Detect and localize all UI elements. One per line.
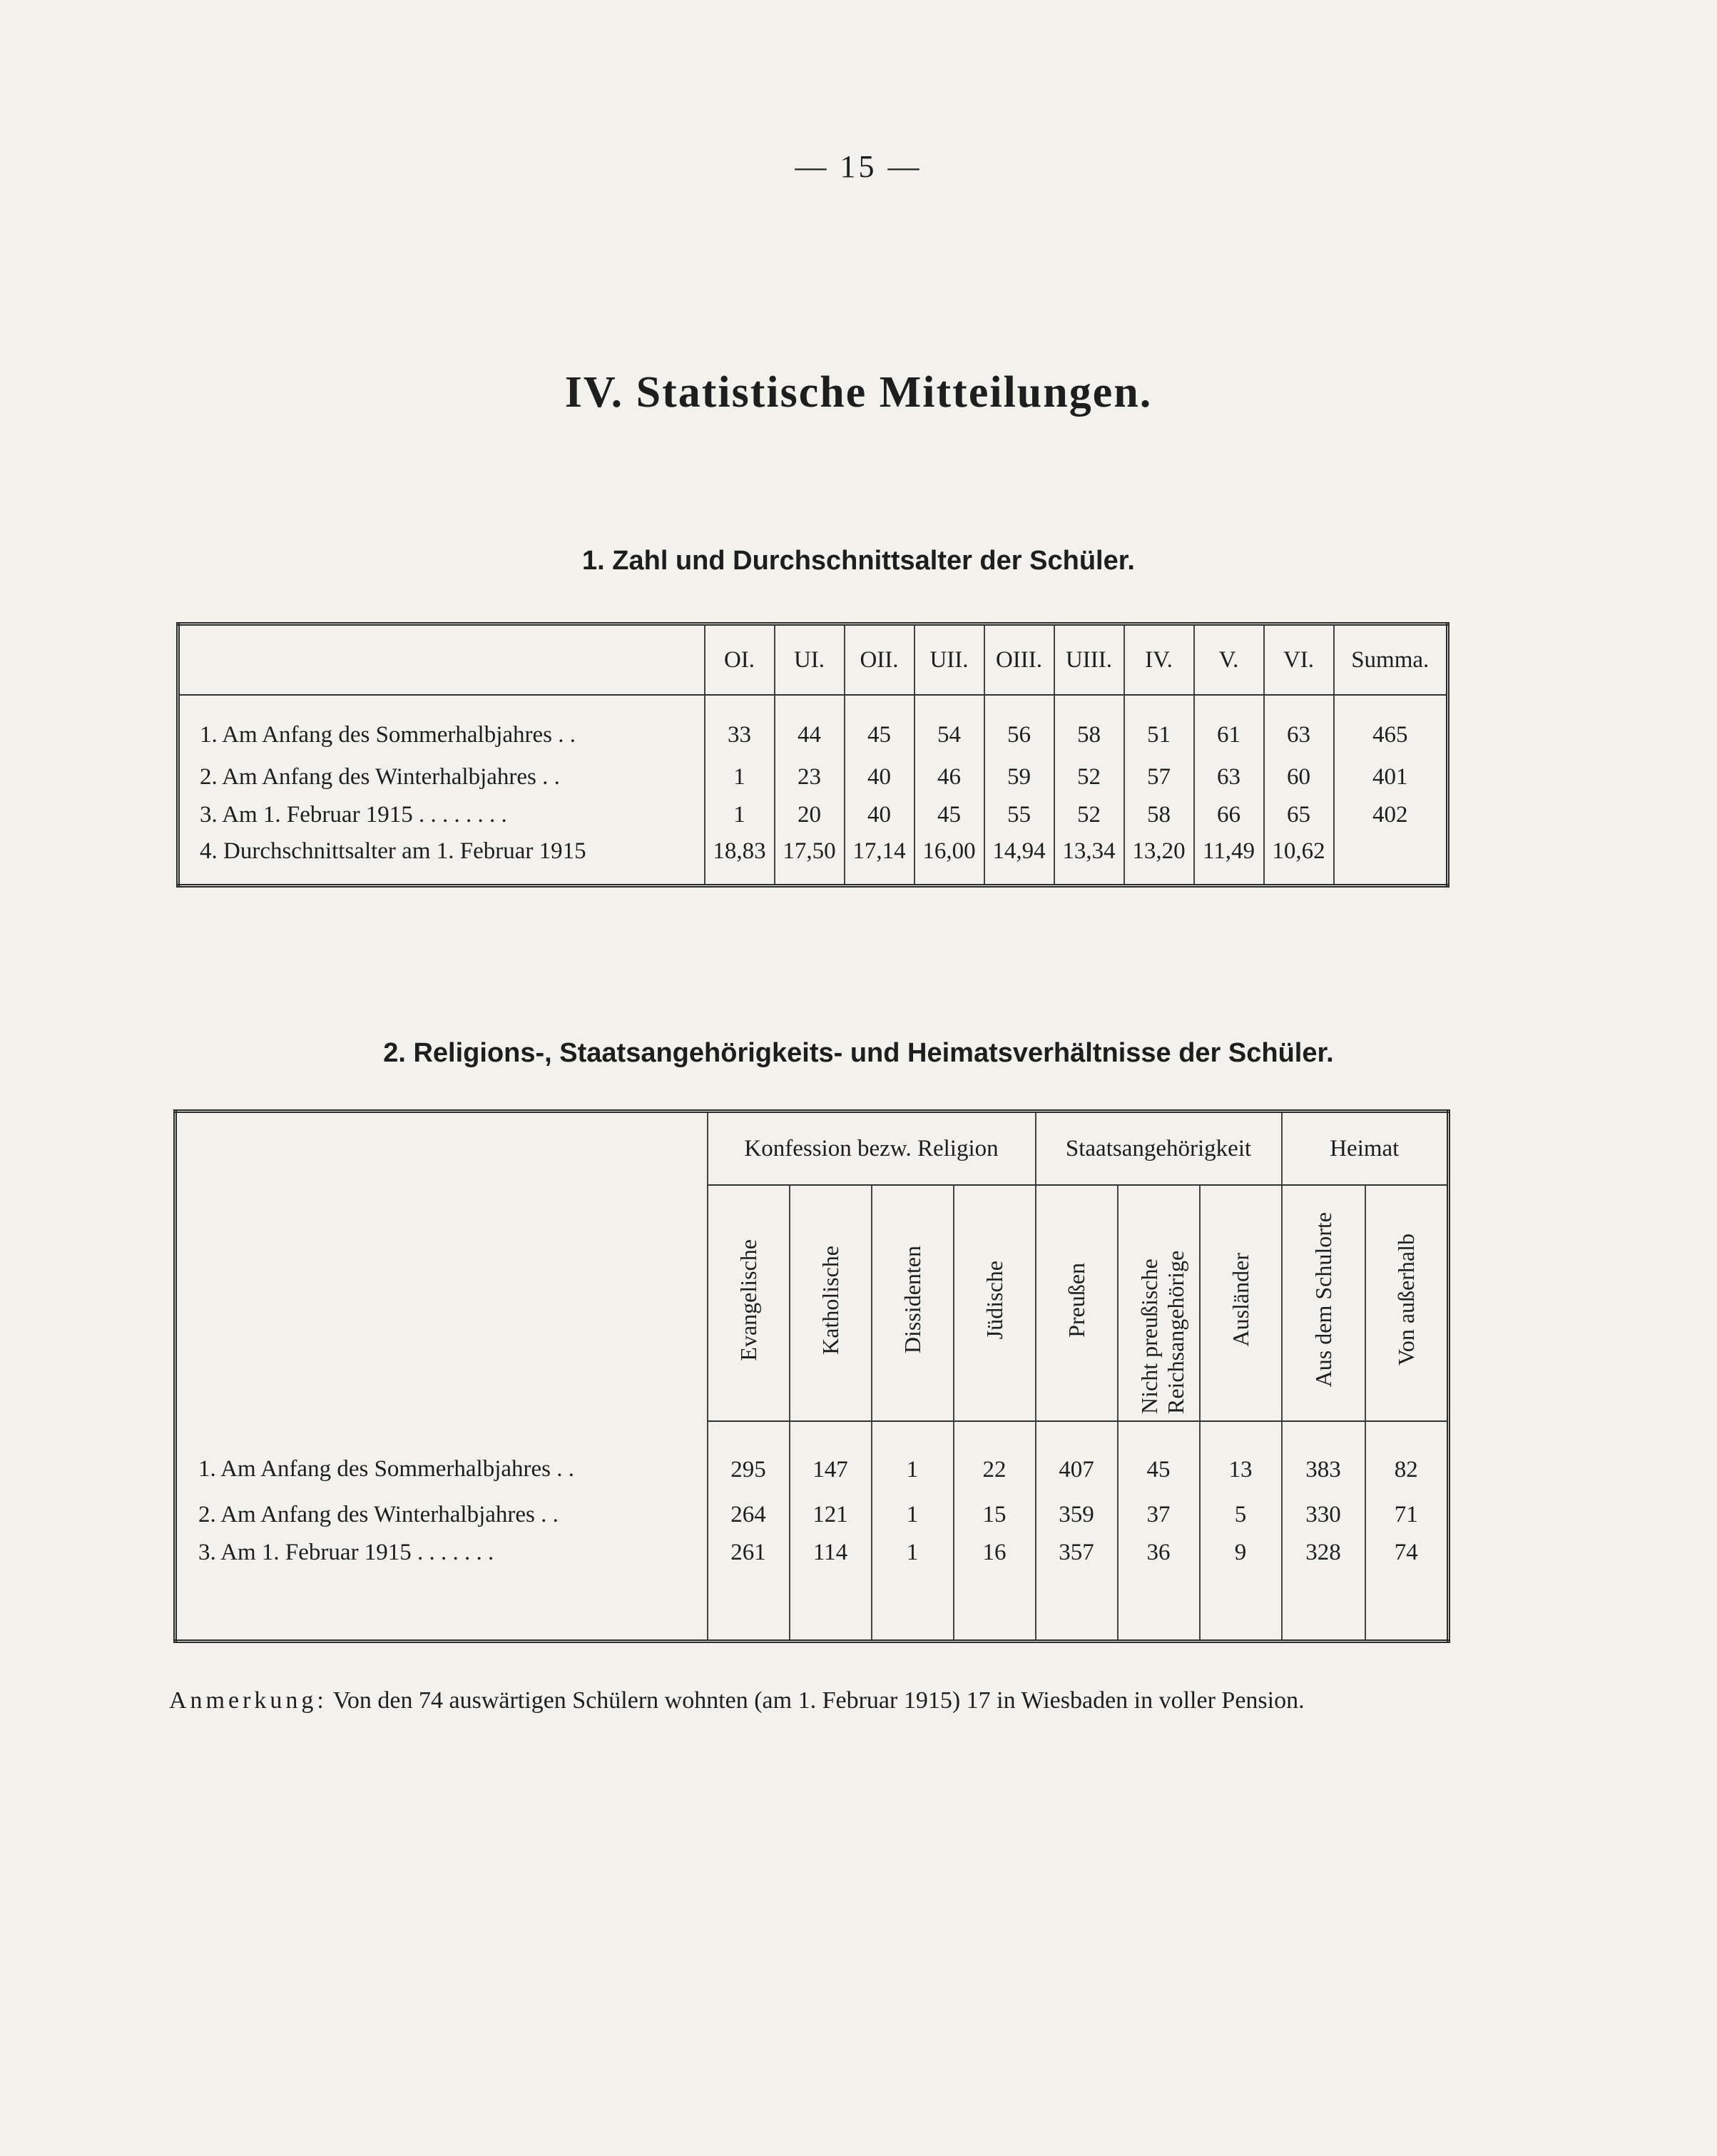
column-header-label: Katholische bbox=[817, 1245, 843, 1355]
row-label: 1. Am Anfang des Sommerhalbjahres . . bbox=[200, 721, 576, 748]
student-count-table bbox=[176, 622, 1449, 888]
table-cell: 61 bbox=[1194, 695, 1264, 758]
table-cell-summa: 402 bbox=[1334, 796, 1448, 834]
column-header-label: Von außerhalb bbox=[1392, 1234, 1419, 1366]
column-header: V. bbox=[1194, 624, 1264, 696]
row-label: 2. Am Anfang des Winterhalbjahres . . bbox=[198, 1502, 559, 1527]
table-cell-summa: 401 bbox=[1334, 758, 1448, 796]
column-header bbox=[1282, 1185, 1365, 1421]
group-header-row bbox=[175, 1112, 1449, 1186]
table-header-row bbox=[178, 624, 1448, 696]
table-cell: 58 bbox=[1054, 695, 1124, 758]
table-row bbox=[175, 1421, 1449, 1496]
table-row bbox=[178, 758, 1448, 796]
column-header: OI. bbox=[705, 624, 775, 696]
table-cell: 52 bbox=[1054, 758, 1124, 796]
column-header-label: Nicht preußische Reichsangehörige bbox=[1136, 1250, 1188, 1414]
column-header-label: Dissidenten bbox=[899, 1246, 925, 1354]
table-cell: 36 bbox=[1118, 1534, 1200, 1572]
column-header: OIII. bbox=[984, 624, 1054, 696]
footnote-label: Anmerkung: bbox=[169, 1687, 327, 1714]
column-header-summa: Summa. bbox=[1334, 624, 1448, 696]
table-cell: 16,00 bbox=[914, 834, 984, 886]
table-cell: 82 bbox=[1365, 1421, 1449, 1496]
spacer-cell bbox=[1118, 1572, 1200, 1642]
table-row bbox=[178, 834, 1448, 886]
table-cell: 57 bbox=[1124, 758, 1194, 796]
row-label: 3. Am 1. Februar 1915 . . . . . . . bbox=[198, 1540, 494, 1565]
column-header bbox=[1200, 1185, 1282, 1421]
group-header-staatsangehoerigkeit: Staatsangehörigkeit bbox=[1036, 1112, 1282, 1186]
table-cell: 14,94 bbox=[984, 834, 1054, 886]
spacer-cell bbox=[175, 1572, 708, 1642]
table-cell: 328 bbox=[1282, 1534, 1365, 1572]
table-cell: 59 bbox=[984, 758, 1054, 796]
table-cell: 114 bbox=[790, 1534, 872, 1572]
table-row bbox=[178, 796, 1448, 834]
table-cell: 147 bbox=[790, 1421, 872, 1496]
footnote bbox=[169, 1685, 1446, 1717]
spacer-cell bbox=[708, 1572, 790, 1642]
column-header-label: Aus dem Schulorte bbox=[1310, 1212, 1336, 1388]
table-cell: 16 bbox=[954, 1534, 1036, 1572]
religion-nationality-table bbox=[173, 1109, 1450, 1643]
page-number: — 15 — bbox=[795, 149, 922, 184]
table-cell: 37 bbox=[1118, 1496, 1200, 1534]
row-label: 4. Durchschnittsalter am 1. Februar 1915 bbox=[200, 838, 586, 864]
table-cell: 17,14 bbox=[845, 834, 914, 886]
table-cell: 15 bbox=[954, 1496, 1036, 1534]
table-cell: 33 bbox=[705, 695, 775, 758]
table-cell: 1 bbox=[872, 1496, 954, 1534]
table-cell: 45 bbox=[845, 695, 914, 758]
column-header bbox=[1118, 1185, 1200, 1421]
table-cell: 17,50 bbox=[775, 834, 845, 886]
table-cell: 58 bbox=[1124, 796, 1194, 834]
spacer-cell bbox=[1200, 1572, 1282, 1642]
spacer-cell bbox=[790, 1572, 872, 1642]
table-cell: 13 bbox=[1200, 1421, 1282, 1496]
row-label: 3. Am 1. Februar 1915 . . . . . . . . bbox=[200, 802, 507, 828]
table-cell: 13,20 bbox=[1124, 834, 1194, 886]
table-cell: 357 bbox=[1036, 1534, 1118, 1572]
table-cell: 295 bbox=[708, 1421, 790, 1496]
table-row-spacer bbox=[175, 1572, 1449, 1642]
column-header bbox=[790, 1185, 872, 1421]
table-cell: 23 bbox=[775, 758, 845, 796]
section-2-title: 2. Religions-, Staatsangehörigkeits- und Heimatsverhältnisse der Schüler. bbox=[383, 1038, 1334, 1068]
section-1-title: 1. Zahl und Durchschnittsalter der Schüler. bbox=[582, 546, 1135, 576]
table-cell: 20 bbox=[775, 796, 845, 834]
table-cell-summa bbox=[1334, 834, 1448, 886]
table-cell: 1 bbox=[705, 758, 775, 796]
spacer-cell bbox=[1365, 1572, 1449, 1642]
table-cell: 46 bbox=[914, 758, 984, 796]
table-cell: 383 bbox=[1282, 1421, 1365, 1496]
header-empty-cell bbox=[175, 1112, 708, 1422]
column-header-label: Preußen bbox=[1063, 1262, 1089, 1338]
spacer-cell bbox=[1282, 1572, 1365, 1642]
column-header: VI. bbox=[1264, 624, 1334, 696]
table-cell: 10,62 bbox=[1264, 834, 1334, 886]
table-cell: 11,49 bbox=[1194, 834, 1264, 886]
footnote-text: Von den 74 auswärtigen Schülern wohnten (am 1. Februar 1915) 17 in Wiesbaden in voller Pension. bbox=[332, 1687, 1305, 1714]
table-cell: 330 bbox=[1282, 1496, 1365, 1534]
main-heading: IV. Statistische Mitteilungen. bbox=[564, 368, 1153, 417]
table-cell: 18,83 bbox=[705, 834, 775, 886]
table-cell-summa: 465 bbox=[1334, 695, 1448, 758]
table-cell: 13,34 bbox=[1054, 834, 1124, 886]
table-cell: 1 bbox=[872, 1534, 954, 1572]
column-header: IV. bbox=[1124, 624, 1194, 696]
header-empty-cell bbox=[178, 624, 705, 696]
table-cell: 1 bbox=[872, 1421, 954, 1496]
table-cell: 407 bbox=[1036, 1421, 1118, 1496]
table-row bbox=[175, 1496, 1449, 1534]
table-cell: 40 bbox=[845, 758, 914, 796]
table-cell: 45 bbox=[914, 796, 984, 834]
group-header-konfession: Konfession bezw. Religion bbox=[708, 1112, 1036, 1186]
table-cell: 261 bbox=[708, 1534, 790, 1572]
spacer-cell bbox=[872, 1572, 954, 1642]
column-header bbox=[708, 1185, 790, 1421]
column-header bbox=[1365, 1185, 1449, 1421]
column-header: UIII. bbox=[1054, 624, 1124, 696]
column-header: UII. bbox=[914, 624, 984, 696]
table-cell: 66 bbox=[1194, 796, 1264, 834]
table-cell: 44 bbox=[775, 695, 845, 758]
table-cell: 121 bbox=[790, 1496, 872, 1534]
table-cell: 51 bbox=[1124, 695, 1194, 758]
table-cell: 45 bbox=[1118, 1421, 1200, 1496]
table-cell: 63 bbox=[1264, 695, 1334, 758]
table-cell: 60 bbox=[1264, 758, 1334, 796]
table-cell: 55 bbox=[984, 796, 1054, 834]
table-cell: 54 bbox=[914, 695, 984, 758]
table-cell: 52 bbox=[1054, 796, 1124, 834]
table-cell: 71 bbox=[1365, 1496, 1449, 1534]
table-cell: 74 bbox=[1365, 1534, 1449, 1572]
group-header-heimat: Heimat bbox=[1282, 1112, 1449, 1186]
column-header-label: Jüdische bbox=[981, 1260, 1007, 1340]
spacer-cell bbox=[954, 1572, 1036, 1642]
table-cell: 264 bbox=[708, 1496, 790, 1534]
column-header-label: Ausländer bbox=[1227, 1253, 1253, 1347]
table-cell: 1 bbox=[705, 796, 775, 834]
column-header: OII. bbox=[845, 624, 914, 696]
column-header bbox=[954, 1185, 1036, 1421]
table-cell: 63 bbox=[1194, 758, 1264, 796]
row-label: 1. Am Anfang des Sommerhalbjahres . . bbox=[198, 1456, 575, 1482]
column-header bbox=[872, 1185, 954, 1421]
row-label: 2. Am Anfang des Winterhalbjahres . . bbox=[200, 764, 560, 790]
table-cell: 65 bbox=[1264, 796, 1334, 834]
column-header: UI. bbox=[775, 624, 845, 696]
table-cell: 40 bbox=[845, 796, 914, 834]
table-cell: 9 bbox=[1200, 1534, 1282, 1572]
table-cell: 22 bbox=[954, 1421, 1036, 1496]
table-row bbox=[175, 1534, 1449, 1572]
column-header-label: Evangelische bbox=[735, 1239, 761, 1361]
table-cell: 56 bbox=[984, 695, 1054, 758]
table-row bbox=[178, 695, 1448, 758]
table-cell: 5 bbox=[1200, 1496, 1282, 1534]
spacer-cell bbox=[1036, 1572, 1118, 1642]
table-cell: 359 bbox=[1036, 1496, 1118, 1534]
column-header bbox=[1036, 1185, 1118, 1421]
